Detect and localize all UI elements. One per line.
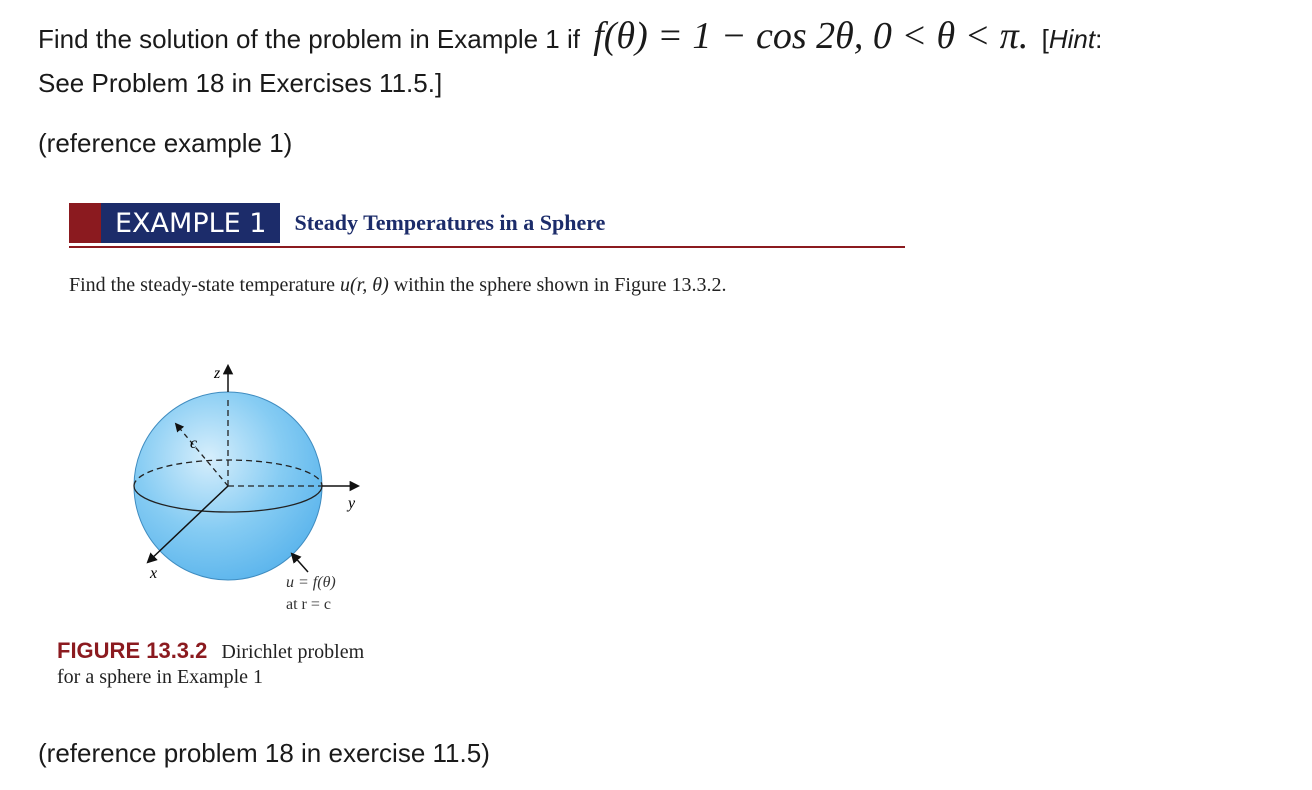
example-body-post: within the sphere shown in Figure 13.3.2.	[388, 274, 727, 296]
example-title: Steady Temperatures in a Sphere	[294, 210, 606, 235]
example-badge: EXAMPLE 1	[101, 203, 280, 243]
example-body	[69, 274, 726, 297]
axis-x-label: x	[150, 565, 158, 582]
hint-label: Hint	[1048, 24, 1096, 54]
boundary-formula: f(θ) = 1 − cos 2θ, 0 < θ < π.	[593, 15, 1029, 57]
figure-caption-label: FIGURE 13.3.2	[57, 638, 208, 663]
axis-z-label: z	[214, 365, 221, 382]
boundary-condition: u = f(θ)	[286, 574, 336, 591]
axis-y-label: y	[348, 495, 356, 512]
example-header	[69, 203, 605, 243]
figure-caption-line2: for a sphere in Example 1	[57, 666, 264, 688]
figure-caption	[57, 638, 364, 664]
radius-label: c	[190, 435, 198, 452]
reference-problem-label: (reference problem 18 in exercise 11.5)	[38, 738, 490, 768]
hint-colon: :	[1095, 24, 1103, 54]
reference-example-label: (reference example 1)	[38, 128, 293, 158]
question-lead: Find the solution of the problem in Example 1 if	[38, 24, 580, 54]
boundary-location: at r = c	[286, 596, 331, 613]
boundary-pointer	[292, 554, 308, 572]
sphere-figure	[120, 360, 380, 620]
figure-caption-line1: Dirichlet problem	[221, 641, 365, 663]
question-line-1	[38, 14, 1102, 58]
example-divider	[69, 246, 905, 248]
example-accent-block	[69, 203, 101, 243]
example-body-pre: Find the steady-state temperature	[69, 274, 341, 296]
question-line-2: See Problem 18 in Exercises 11.5.]	[38, 68, 443, 98]
hint-open: [	[1041, 24, 1049, 54]
example-body-func: u(r, θ)	[340, 274, 389, 296]
